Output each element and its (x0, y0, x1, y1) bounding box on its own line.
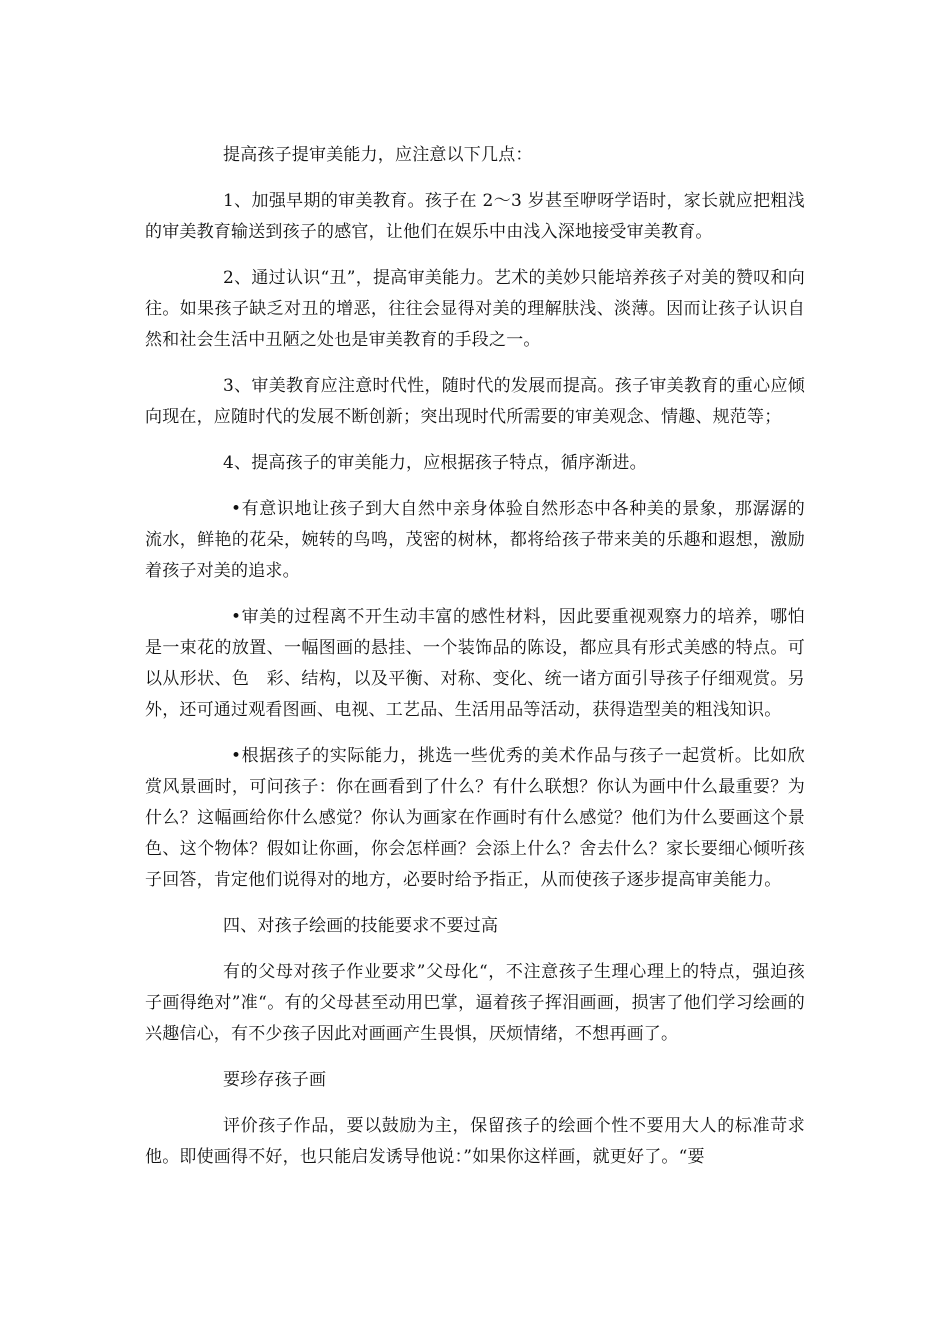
parents-requirements-paragraph: 有的父母对孩子作业要求”父母化“，不注意孩子生理心理上的特点，强迫孩子画得绝对”准“。有的父母甚至动用巴掌，逼着孩子挥泪画画，损害了他们学习绘画的兴趣信心，有不少孩子因此对画画产生畏惧，厌烦情绪，不想再画了。 (145, 962, 805, 1044)
section-four-heading: 四、对孩子绘画的技能要求不要过高 (223, 916, 499, 936)
bullet-nature-paragraph: •有意识地让孩子到大自然中亲身体验自然形态中各种美的景象，那潺潺的流水，鲜艳的花朵，婉转的鸟鸣，茂密的树林，都将给孩子带来美的乐趣和遐想，激励着孩子对美的追求。 (145, 499, 805, 581)
point-4-paragraph: 4、提高孩子的审美能力，应根据孩子特点，循序渐进。 (223, 453, 647, 473)
point-3-paragraph: 3、审美教育应注意时代性，随时代的发展而提高。孩子审美教育的重心应倾向现在，应随时代的发展不断创新；突出现时代所需要的审美观念、情趣、规范等； (145, 376, 805, 427)
preserve-drawings-heading: 要珍存孩子画 (223, 1070, 327, 1090)
document-page (145, 140, 805, 1188)
evaluation-paragraph: 评价孩子作品，要以鼓励为主，保留孩子的绘画个性不要用大人的标准苛求他。即使画得不好，也只能启发诱导他说：”如果你这样画，就更好了。“要 (145, 1116, 805, 1167)
point-2-paragraph: 2、通过认识“丑”，提高审美能力。艺术的美妙只能培养孩子对美的赞叹和向往。如果孩子缺乏对丑的增恶，往往会显得对美的理解肤浅、淡薄。因而让孩子认识自然和社会生活中丑陋之处也是审美教育的手段之一。 (145, 268, 805, 350)
bullet-appreciation-paragraph: •根据孩子的实际能力，挑选一些优秀的美术作品与孩子一起赏析。比如欣赏风景画时，可问孩子：你在画看到了什么？有什么联想？你认为画中什么最重要？为什么？这幅画给你什么感觉？你认为画家在作画时有什么感觉？他们为什么要画这个景色、这个物体？假如让你画，你会怎样画？会添上什么？舍去什么？家长要细心倾听孩子回答，肯定他们说得对的地方，必要时给予指正，从而使孩子逐步提高审美能力。 (145, 746, 805, 890)
bullet-observation-paragraph: •审美的过程离不开生动丰富的感性材料，因此要重视观察力的培养，哪怕是一束花的放置、一幅图画的悬挂、一个装饰品的陈设，都应具有形式美感的特点。可以从形状、色 彩、结构，以及平衡、对称、变化、统一诸方面引导孩子仔细观赏。另外，还可通过观看图画、电视、工艺品、生活用品等活动，获得造型美的粗浅知识。 (145, 607, 805, 720)
intro-heading: 提高孩子提审美能力，应注意以下几点： (223, 145, 533, 165)
point-1-paragraph: 1、加强早期的审美教育。孩子在 2～3 岁甚至咿呀学语时，家长就应把粗浅的审美教育输送到孩子的感官，让他们在娱乐中由浅入深地接受审美教育。 (145, 191, 805, 242)
